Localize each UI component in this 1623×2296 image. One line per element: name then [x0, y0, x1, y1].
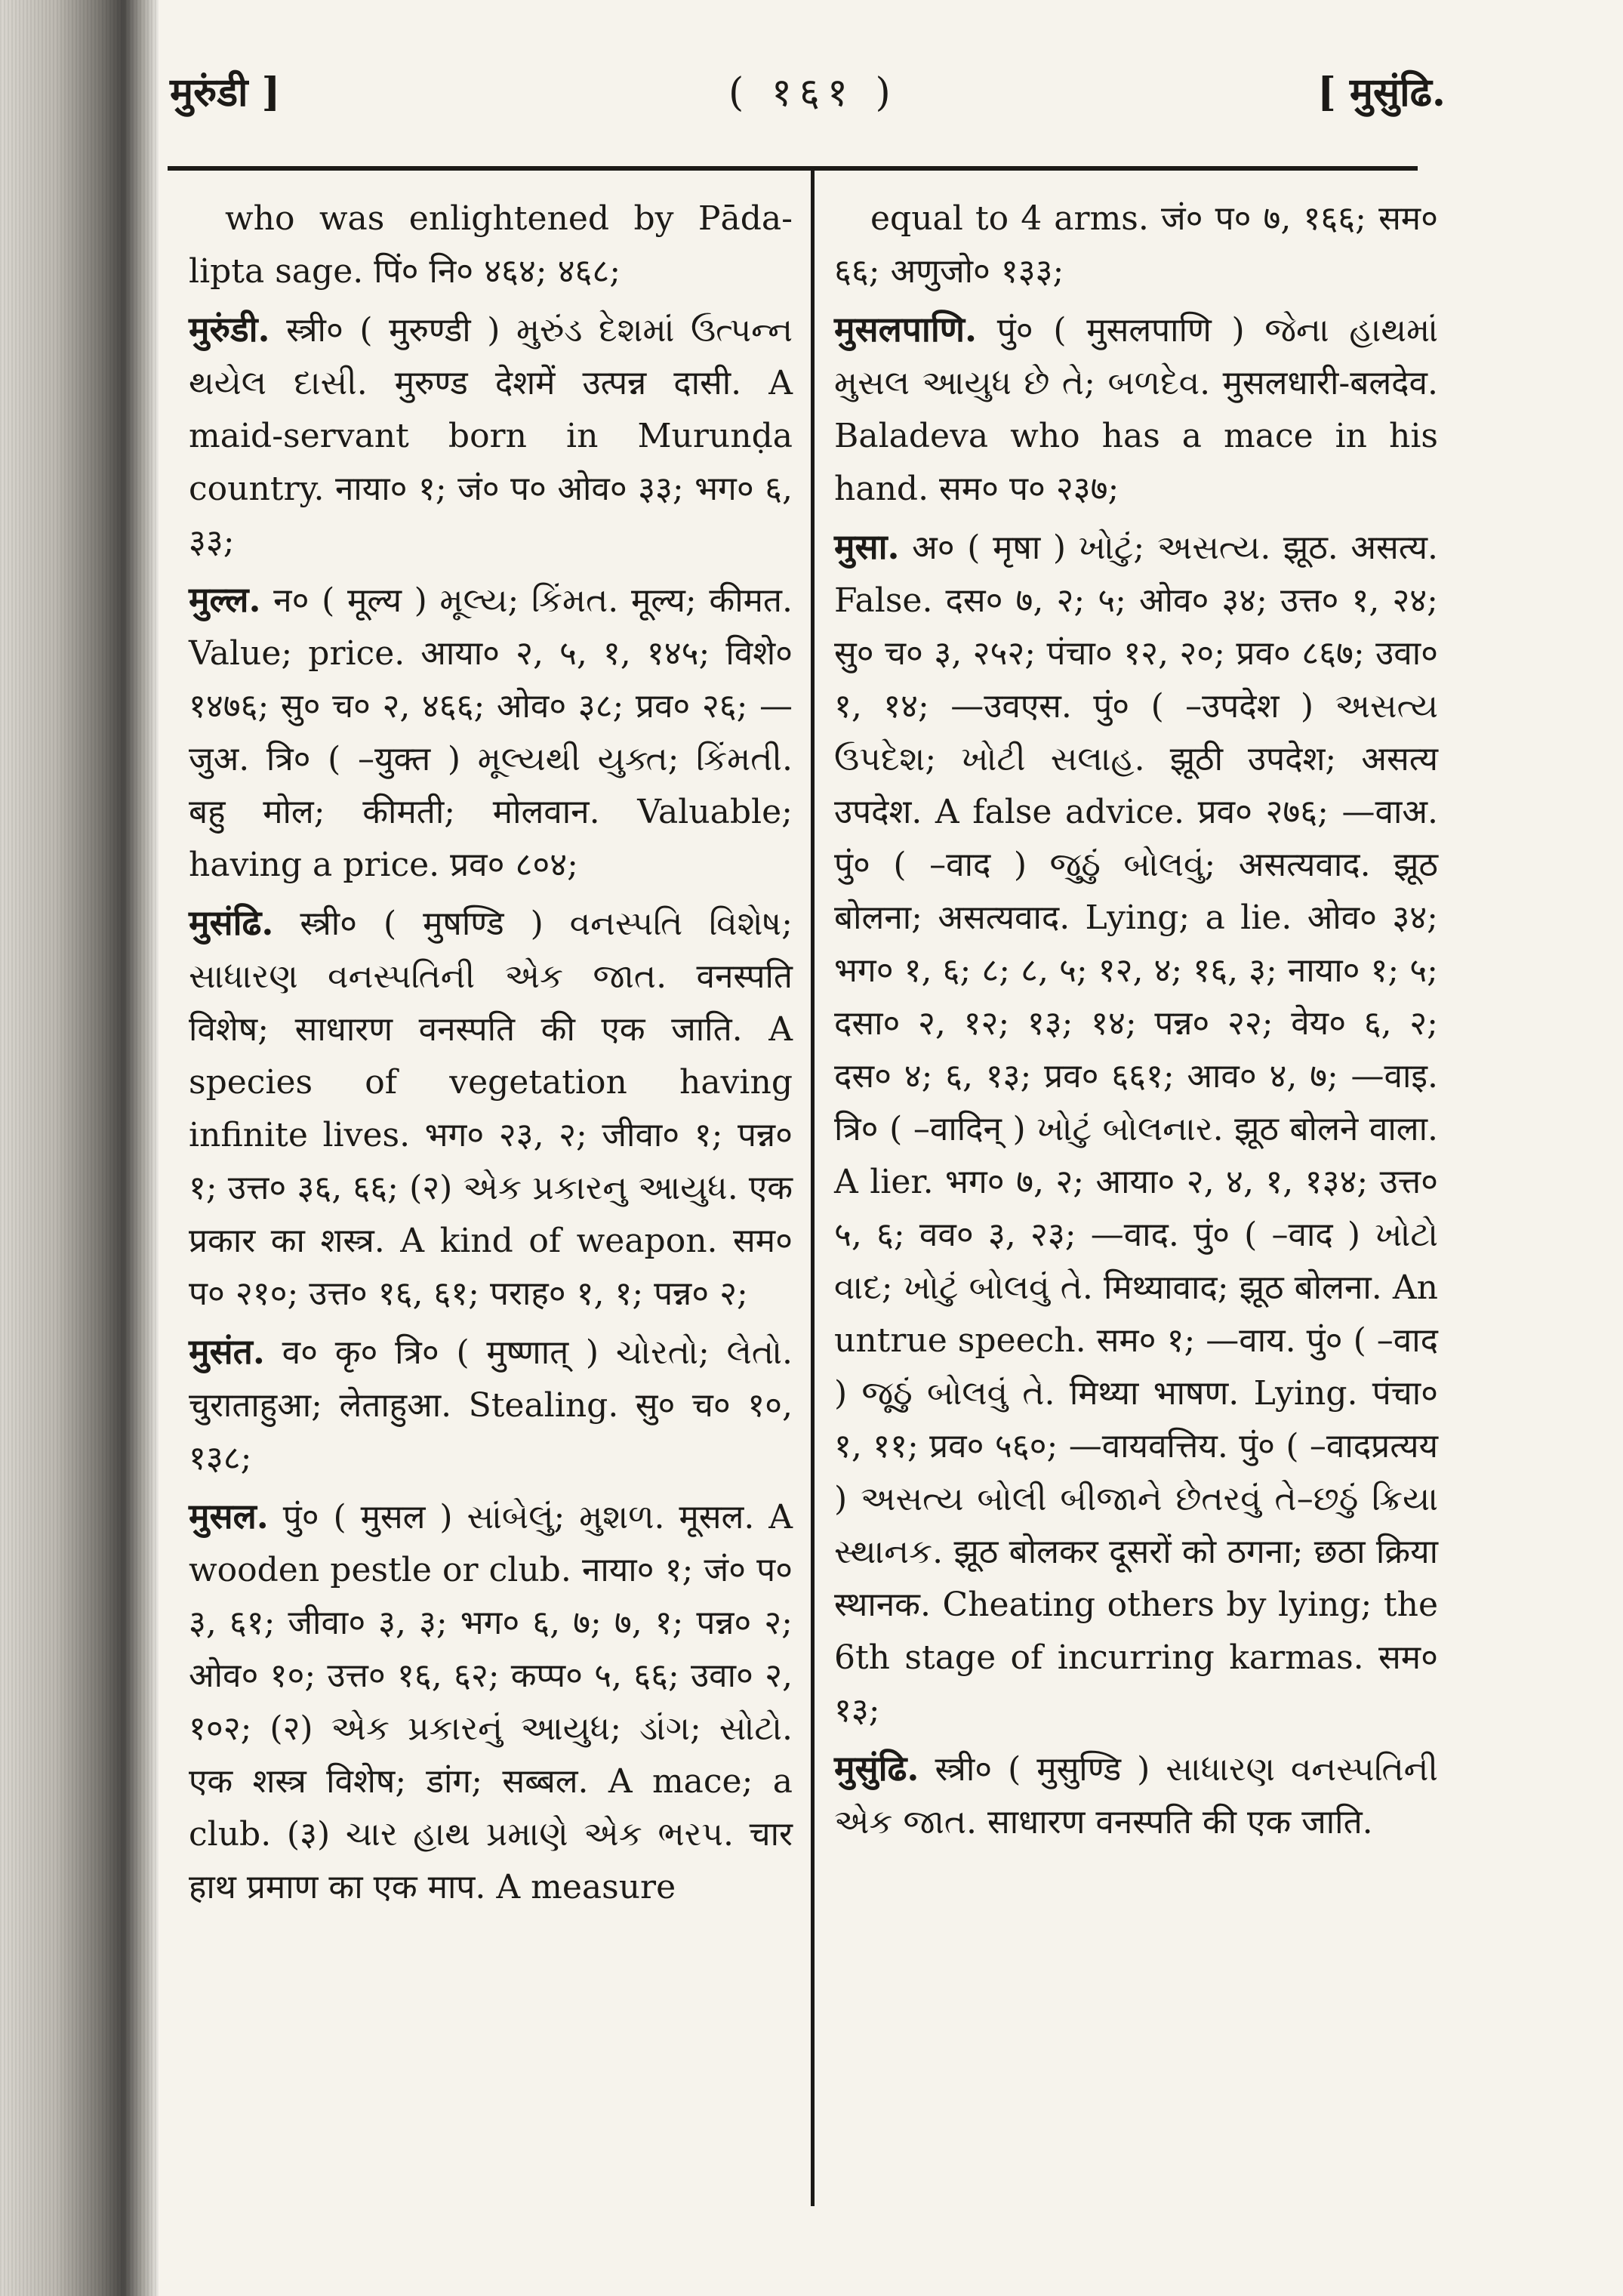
left-column — [189, 193, 793, 1918]
header-left-guideword: मुरुंडी ] — [170, 69, 281, 116]
entry-headword: मुसा. — [834, 526, 900, 567]
entry-headword: मुसुंढि. — [834, 1748, 919, 1789]
dictionary-entry — [834, 303, 1438, 516]
entry-headword: मुसल. — [189, 1496, 269, 1536]
entry-text: पुं० ( मुसल ) સાંબેલું; મુશળ. मूसल. A wooden pestle or club. नाया० १; जं० प० ३, ६१; जीवा० ३, ३; भग० ६, ७; ७, १; पन्न० २; ओव० १०; उत्त० १६, ६२; कप्प० ५, ६६; उवा० २, १०२; (२) એક પ્રકારનું આયુધ; ડાંગ; સોટો. एक शस्त्र विशेष; डांग; सब्बल. A mace; a club. (३) ચાર હાથ પ્રમાણે એક ભરપ. चार हाथ प्रमाण का एक माप. A measure — [189, 1498, 793, 1906]
dictionary-entry — [189, 573, 793, 892]
dictionary-entry — [834, 193, 1438, 298]
page-header — [170, 64, 1446, 125]
entry-text: स्त्री० ( मुसुण्डि ) સાધારણ વનસ્પતિની એક જાત. साधारण वनस्पति की एक जाति. — [834, 1750, 1438, 1841]
page-number: ( १६१ ) — [728, 70, 898, 116]
right-column — [834, 193, 1438, 1854]
entry-text: who was enlightened by Pāda-lipta sage. पिं० नि० ४६४; ४६८; — [189, 199, 793, 291]
dictionary-entry — [834, 520, 1438, 1737]
entry-text: equal to 4 arms. जं० प० ७, १६६; सम० ६६; अणुजो० १३३; — [834, 199, 1438, 291]
dictionary-entry — [189, 303, 793, 569]
dictionary-entry — [189, 896, 793, 1321]
entry-text: स्त्री० ( मुरुण्डी ) મુરુંડ દેશમાં ઉત્પન્ન થયેલ દાસી. मुरुण्ड देशमें उत्पन्न दासी. A maid-servant born in Murunḍa country. नाया० १; जं० प० ओव० ३३; भग० ६, ३३; — [189, 311, 793, 561]
entry-headword: मुसंत. — [189, 1331, 265, 1372]
entry-text: स्त्री० ( मुषण्डि ) વનસ્પતિ વિશેષ; સાધારણ વનસ્પતિની એક જાત. वनस्पति विशेष; साधारण वनस्पति की एक जाति. A species of vegetation having infinite lives. भग० २३, २; जीवा० १; पन्न० १; उत्त० ३६, ६६; (२) એક પ્રકારનુ આયુધ. एक प्रकार का शस्त्र. A kind of weapon. सम० प० २१०; उत्त० १६, ६१; पराह० १, १; पन्न० २; — [189, 905, 793, 1313]
entry-text: न० ( मूल्य ) મૂલ્ય; કિંમત. मूल्य; कीमत. Value; price. आया० २, ५, १, १४५; विशे० १४७६; सु० च० २, ४६६; ओव० ३८; प्रव० २६; —जुअ. त्रि० ( –युक्त ) મૂલ્યથી યુક્ત; કિંમતી. बहु मोल; कीमती; मोलवान. Valuable; having a price. प्रव० ८०४; — [189, 581, 793, 884]
column-divider — [811, 168, 815, 2206]
dictionary-entry — [834, 1742, 1438, 1849]
entry-text: अ० ( मृषा ) ખોટું; અસત્ય. झूठ. असत्य. False. दस० ७, २; ५; ओव० ३४; उत्त० १, २४; सु० च० ३, २५२; पंचा० १२, २०; प्रव० ८६७; उवा० १, १४; —उवएस. पुं० ( –उपदेश ) અસત્ય ઉપદેશ; ખોટી સલાહ. झूठी उपदेश; असत्य उपदेश. A false advice. प्रव० २७६; —वाअ. पुं० ( –वाद ) જુઠું બોલવું; असत्यवाद. झूठ बोलना; असत्यवाद. Lying; a lie. ओव० ३४; भग० १, ६; ८; ८, ५; १२, ४; १६, ३; नाया० १; ५; दसा० २, १२; १३; १४; पन्न० २२; वेय० ६, २; दस० ४; ६, १३; प्रव० ६६१; आव० ४, ७; —वाइ. त्रि० ( –वादिन् ) ખોટું બોલનાર. झूठ बोलने वाला. A lier. भग० ७, २; आया० २, ४, १, १३४; उत्त० ५, ६; वव० ३, २३; —वाद. पुं० ( –वाद ) ખોટો વાદ; ખોટું બોલવું તે. मिथ्यावाद; झूठ बोलना. An untrue speech. सम० १; —वाय. पुं० ( –वाद ) જૂઠું બોલવું તે. मिथ्या भाषण. Lying. पंचा० १, ११; प्रव० ५६०; —वायवत्तिय. पुं० ( –वादप्रत्यय ) અસત્ય બોલી બીજાને છેતરવું તે–છઠું ક્રિયા સ્થાનક. झूठ बोलकर दूसरों को ठगना; छठा क्रिया स्थानक. Cheating others by lying; the 6th stage of incurring karmas. सम० १३; — [834, 529, 1438, 1730]
book-spine-shadow — [0, 0, 159, 2296]
entry-headword: मुसंढि. — [189, 902, 274, 943]
dictionary-entry — [189, 193, 793, 298]
dictionary-entry — [189, 1325, 793, 1485]
header-right-guideword: [ मुसुंढि. — [1317, 69, 1446, 116]
header-rule — [168, 166, 1418, 171]
entry-text: व० कृ० त्रि० ( मुष्णात् ) ચોરતો; લેતો. चुराताहुआ; लेताहुआ. Stealing. सु० च० १०, १३८; — [189, 1333, 793, 1478]
entry-headword: मुरुंडी. — [189, 309, 270, 350]
entry-headword: मुसलपाणि. — [834, 309, 978, 350]
entry-headword: मुल्ल. — [189, 579, 261, 620]
dictionary-entry — [189, 1490, 793, 1914]
entry-text: पुं० ( मुसलपाणि ) જેના હાથમાં મુસલ આયુધ છે તે; બળદેવ. मुसलधारी-बलदेव. Baladeva who has a mace in his hand. सम० प० २३७; — [834, 311, 1438, 508]
